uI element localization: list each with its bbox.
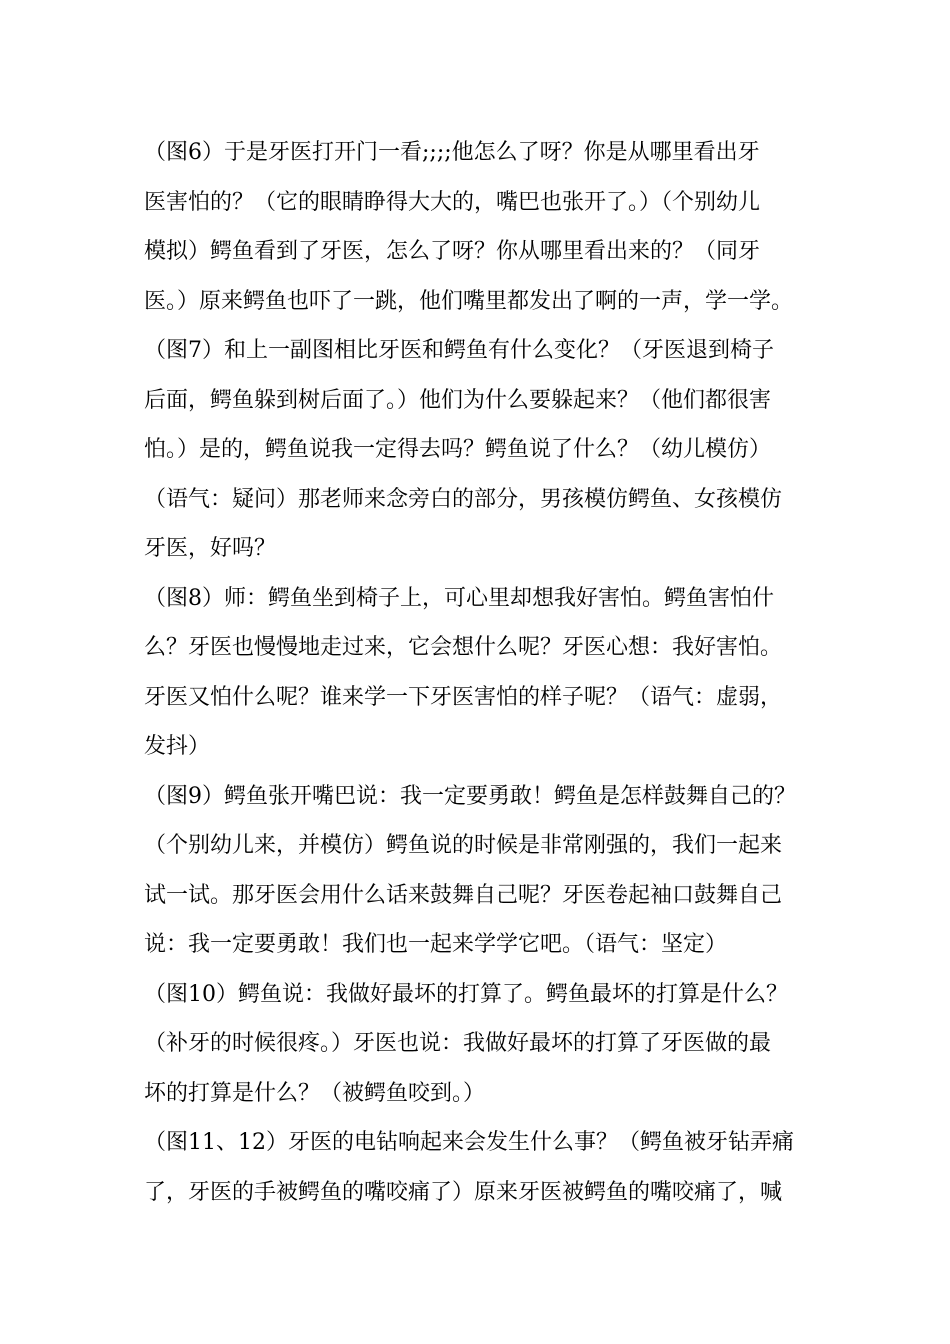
- text-line: 试一试。那牙医会用什么话来鼓舞自己呢？牙医卷起袖口鼓舞自己: [144, 882, 783, 908]
- text-line: （图8）师：鳄鱼坐到椅子上，可心里却想我好害怕。鳄鱼害怕什: [144, 585, 774, 611]
- body-text: [144, 128, 834, 1217]
- text-line: 了，牙医的手被鳄鱼的嘴咬痛了）原来牙医被鳄鱼的嘴咬痛了，喊: [144, 1179, 783, 1205]
- text-line: （图9）鳄鱼张开嘴巴说：我一定要勇敢！鳄鱼是怎样鼓舞自己的？: [144, 783, 796, 809]
- text-line: （图7）和上一副图相比牙医和鳄鱼有什么变化？（牙医退到椅子: [144, 338, 774, 363]
- text-line: 坏的打算是什么？（被鳄鱼咬到。）: [144, 1080, 486, 1106]
- text-line: 牙医又怕什么呢？谁来学一下牙医害怕的样子呢？（语气：虚弱，: [144, 684, 783, 710]
- text-line: （补牙的时候很疼。）牙医也说：我做好最坏的打算了牙医做的最: [144, 1031, 772, 1056]
- text-line: （图10）鳄鱼说：我做好最坏的打算了。鳄鱼最坏的打算是什么？: [144, 981, 788, 1007]
- text-line: 怕。）是的，鳄鱼说我一定得去吗？鳄鱼说了什么？（幼儿模仿）: [144, 437, 772, 462]
- text-line: 说：我一定要勇敢！我们也一起来学学它吧。（语气：坚定）: [144, 932, 728, 957]
- text-line: 医。）原来鳄鱼也吓了一跳，他们嘴里都发出了啊的一声，学一学。: [144, 288, 794, 314]
- text-line: （图6）于是牙医打开门一看;;;;他怎么了呀？你是从哪里看出牙: [144, 140, 760, 165]
- text-line: 么？牙医也慢慢地走过来，它会想什么呢？牙医心想：我好害怕。: [144, 635, 783, 660]
- text-line: 模拟）鳄鱼看到了牙医，怎么了呀？你从哪里看出来的？（同牙: [144, 239, 761, 264]
- text-line: 发抖）: [144, 734, 211, 759]
- text-line: 后面，鳄鱼躲到树后面了。）他们为什么要躲起来？（他们都很害: [144, 387, 772, 413]
- text-line: （个别幼儿来，并模仿）鳄鱼说的时候是非常刚强的，我们一起来: [144, 833, 783, 858]
- text-line: 医害怕的？（它的眼睛睁得大大的，嘴巴也张开了。）（个别幼儿: [144, 189, 761, 215]
- text-line: 牙医，好吗？: [144, 536, 277, 561]
- text-line: （语气：疑问）那老师来念旁白的部分，男孩模仿鳄鱼、女孩模仿: [144, 486, 783, 512]
- text-line: （图11、12）牙医的电钻响起来会发生什么事？（鳄鱼被牙钻弄痛: [144, 1130, 794, 1155]
